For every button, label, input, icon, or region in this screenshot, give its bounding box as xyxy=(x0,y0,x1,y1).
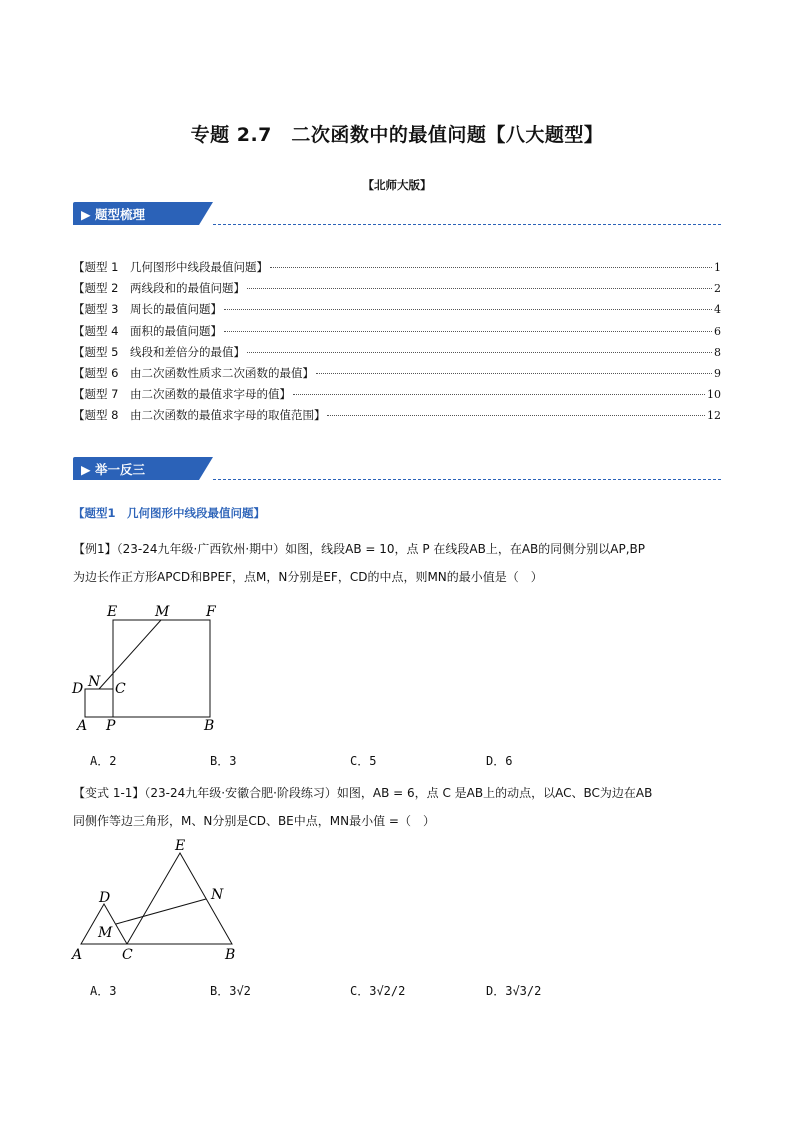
toc-banner-title: ▶ 题型梳理 xyxy=(81,207,145,222)
segment-mn xyxy=(116,899,206,924)
example1-question xyxy=(73,535,723,591)
edition-label: 【北师大版】 xyxy=(362,178,432,192)
example1-line1: 【例1】（23-24九年级·广西钦州·期中）如图，线段AB = 10，点 P 在线段AB上，在AB的同侧分别以AP,BP xyxy=(73,542,646,556)
option-a[interactable]: A．2 xyxy=(90,754,117,768)
label-f: F xyxy=(206,604,216,620)
toc-row[interactable]: 【题型 2 两线段和的最值问题】 2 xyxy=(73,281,721,295)
section-heading: 【题型1 几何图形中线段最值问题】 xyxy=(73,506,265,520)
option-d[interactable]: D．6 xyxy=(486,754,513,768)
label-c: C xyxy=(122,947,133,963)
label-m: M xyxy=(155,604,170,620)
label-p: P xyxy=(106,718,116,734)
segment-mn xyxy=(99,620,161,689)
label-m: M xyxy=(98,925,113,941)
label-n: N xyxy=(88,674,101,690)
option-b[interactable]: B．3 xyxy=(210,754,237,768)
label-b: B xyxy=(204,718,215,734)
option-a[interactable]: A．3 xyxy=(90,984,117,998)
example1-line2: 为边长作正方形APCD和BPEF，点M，N分别是EF，CD的中点，则MN的最小值是（ ） xyxy=(73,570,543,584)
toc-banner xyxy=(73,202,721,225)
label-a: A xyxy=(72,947,83,963)
toc-row[interactable]: 【题型 7 由二次函数的最值求字母的值】 10 xyxy=(73,387,721,401)
option-b[interactable]: B．3√2 xyxy=(210,984,251,998)
label-c: C xyxy=(115,681,126,697)
variant1-line2: 同侧作等边三角形，M、N分别是CD、BE中点，MN最小值 =（ ） xyxy=(73,814,435,828)
variant1-figure xyxy=(68,836,248,966)
toc-row[interactable]: 【题型 6 由二次函数性质求二次函数的最值】 9 xyxy=(73,366,721,380)
square-apcd xyxy=(85,689,113,717)
examples-banner xyxy=(73,457,721,480)
toc-row[interactable]: 【题型 5 线段和差倍分的最值】 8 xyxy=(73,345,721,359)
label-a: A xyxy=(77,718,88,734)
square-bpef xyxy=(113,620,210,717)
toc-row[interactable]: 【题型 1 几何图形中线段最值问题】 1 xyxy=(73,260,721,274)
toc-row[interactable]: 【题型 8 由二次函数的最值求字母的取值范围】 12 xyxy=(73,408,721,422)
label-n: N xyxy=(211,887,224,903)
label-e: E xyxy=(107,604,118,620)
label-d: D xyxy=(99,890,111,906)
label-e: E xyxy=(175,838,186,854)
page-title: 专题 2.7 二次函数中的最值问题【八大题型】 xyxy=(190,124,604,146)
examples-banner-title: ▶ 举一反三 xyxy=(81,462,145,477)
toc-row[interactable]: 【题型 3 周长的最值问题】 4 xyxy=(73,302,721,316)
variant1-question xyxy=(73,779,723,835)
variant1-line1: 【变式 1-1】（23-24九年级·安徽合肥·阶段练习）如图，AB = 6，点 C 是AB上的动点，以AC、BC为边在AB xyxy=(73,786,653,800)
option-c[interactable]: C．5 xyxy=(350,754,377,768)
toc-row[interactable]: 【题型 4 面积的最值问题】 6 xyxy=(73,324,721,338)
example1-figure xyxy=(68,598,228,738)
label-b: B xyxy=(225,947,236,963)
option-d[interactable]: D．3√3/2 xyxy=(486,984,542,998)
label-d: D xyxy=(72,681,84,697)
option-c[interactable]: C．3√2/2 xyxy=(350,984,406,998)
